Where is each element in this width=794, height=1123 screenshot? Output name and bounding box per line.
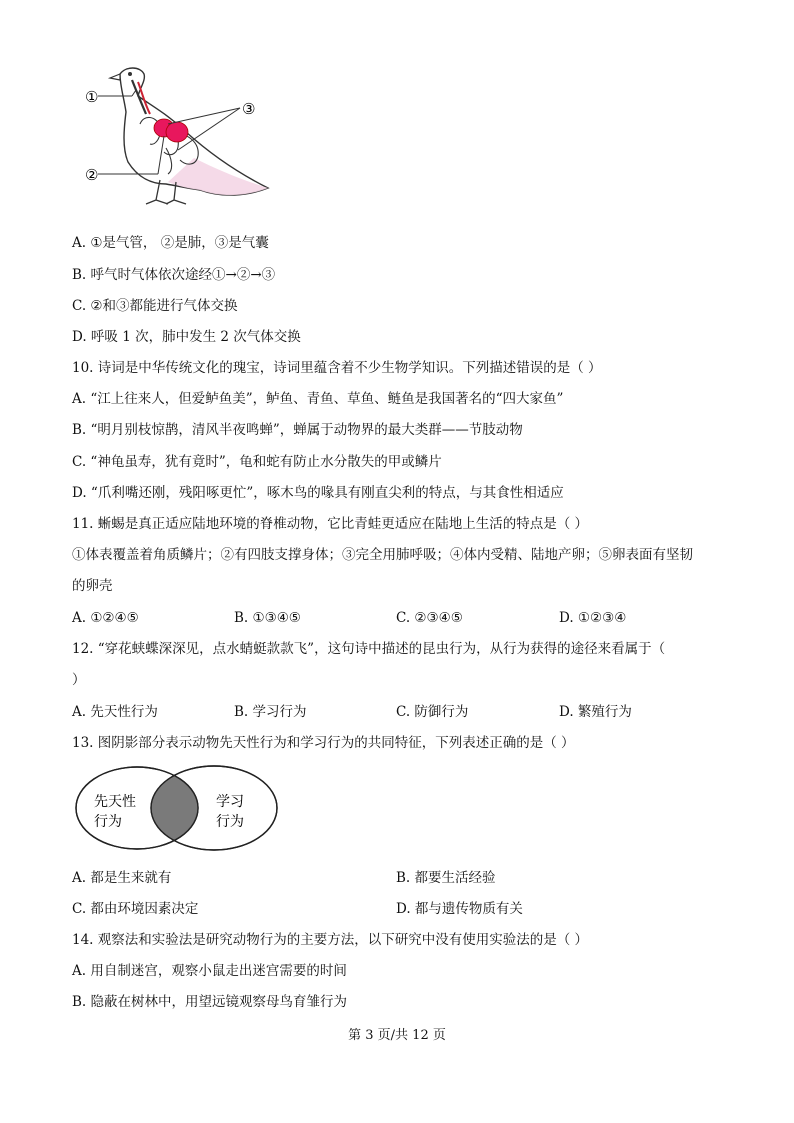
venn-left-label-1: 先天性 — [94, 794, 136, 810]
q9-option-c: C. ②和③都能进行气体交换 — [72, 298, 238, 314]
q13-option-d: D. 都与遗传物质有关 — [396, 901, 523, 917]
q11-option-c: C. ②③④⑤ — [396, 610, 463, 626]
label-1: ① — [85, 88, 99, 106]
q10-option-a: A. “江上往来人，但爱鲈鱼美”，鲈鱼、青鱼、草鱼、鲢鱼是我国著名的“四大家鱼” — [72, 391, 564, 407]
bird-beak — [110, 74, 120, 80]
q11-detail-line2: 的卵壳 — [72, 578, 113, 594]
bird-eye — [128, 72, 132, 76]
q10-option-c: C. “神龟虽寿，犹有竟时”，龟和蛇有防止水分散失的甲或鳞片 — [72, 454, 442, 470]
q11-option-d: D. ①②③④ — [559, 610, 627, 626]
q10-option-d: D. “爪利嘴还刚，残阳啄更忙”，啄木鸟的喙具有刚直尖利的特点，与其食性相适应 — [72, 485, 564, 501]
q13-option-a: A. 都是生来就有 — [72, 870, 172, 886]
q9-option-b: B. 呼气时气体依次途经①→②→③ — [72, 267, 276, 283]
label-line-3a — [168, 108, 240, 124]
label-2: ② — [85, 166, 99, 184]
q14-stem: 14. 观察法和实验法是研究动物行为的主要方法，以下研究中没有使用实验法的是（ ） — [72, 932, 589, 948]
venn-right-label-2: 行为 — [216, 814, 244, 830]
q13-stem: 13. 图阴影部分表示动物先天性行为和学习行为的共同特征，下列表述正确的是（ ） — [72, 735, 575, 751]
bird-respiratory-figure — [82, 62, 282, 212]
q14-option-a: A. 用自制迷宫，观察小鼠走出迷宫需要的时间 — [72, 963, 347, 979]
q12-option-b: B. 学习行为 — [234, 704, 307, 720]
q11-option-a: A. ①②④⑤ — [72, 610, 139, 626]
q9-option-d: D. 呼吸 1 次，肺中发生 2 次气体交换 — [72, 329, 301, 345]
q11-stem: 11. 蜥蜴是真正适应陆地环境的脊椎动物，它比青蛙更适应在陆地上生活的特点是（ ） — [72, 516, 589, 532]
q12-stem-line1: 12. “穿花蛱蝶深深见，点水蜻蜓款款飞”，这句诗中描述的昆虫行为，从行为获得的途径来看属于（ — [72, 641, 666, 657]
venn-left-label-2: 行为 — [94, 814, 122, 830]
q10-option-b: B. “明月别枝惊鹊，清风半夜鸣蝉”，蝉属于动物界的最大类群——节肢动物 — [72, 422, 523, 438]
label-3: ③ — [242, 100, 256, 118]
page-number-footer: 第 3 页/共 12 页 — [348, 1028, 446, 1043]
lung-right — [166, 122, 188, 142]
q12-option-d: D. 繁殖行为 — [559, 704, 632, 720]
q13-option-c: C. 都由环境因素决定 — [72, 901, 199, 917]
q12-option-c: C. 防御行为 — [396, 704, 469, 720]
q9-option-a: A. ①是气管， ②是肺，③是气囊 — [72, 235, 269, 251]
venn-right-label-1: 学习 — [216, 794, 244, 810]
q11-option-b: B. ①③④⑤ — [234, 610, 301, 626]
q13-option-b: B. 都要生活经验 — [396, 870, 496, 886]
q11-detail-line1: ①体表覆盖着角质鳞片；②有四肢支撑身体；③完全用肺呼吸；④体内受精、陆地产卵；⑤卵表面有坚韧 — [72, 547, 693, 563]
venn-diagram — [74, 764, 280, 854]
q12-stem-line2: ） — [72, 672, 86, 688]
q14-option-b: B. 隐蔽在树林中，用望远镜观察母鸟育雏行为 — [72, 994, 348, 1010]
q12-option-a: A. 先天性行为 — [72, 704, 158, 720]
q10-stem: 10. 诗词是中华传统文化的瑰宝，诗词里蕴含着不少生物学知识。下列描述错误的是（ ） — [72, 360, 602, 376]
